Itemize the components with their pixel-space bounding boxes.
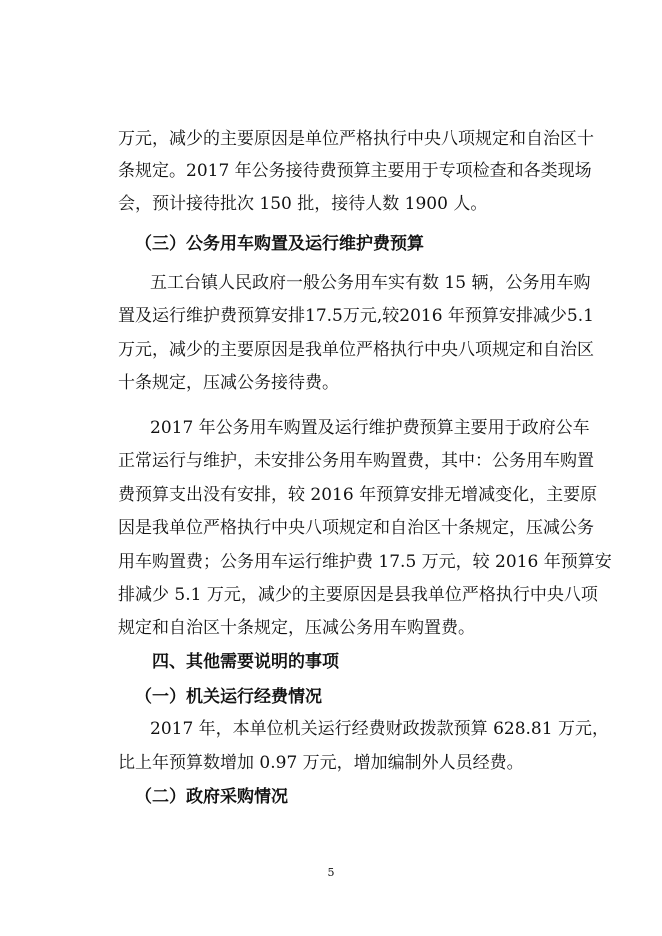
text-line: 万元，减少的主要原因是单位严格执行中央八项规定和自治区十: [118, 129, 594, 149]
subsection-heading-2: （二）政府采购情况: [135, 787, 288, 807]
subsection-heading-1: （一）机关运行经费情况: [135, 687, 322, 707]
text-line: 比上年预算数增加 0.97 万元，增加编制外人员经费。: [118, 753, 524, 773]
text-line: 2017 年，本单位机关运行经费财政拨款预算 628.81 万元，: [150, 719, 609, 739]
text-line: 会，预计接待批次 150 批，接待人数 1900 人。: [118, 194, 488, 214]
text-line: 正常运行与维护，未安排公务用车购置费，其中：公务用车购置: [118, 451, 594, 471]
text-line: 因是我单位严格执行中央八项规定和自治区十条规定，压减公务: [118, 518, 594, 538]
text-line: 2017 年公务用车购置及运行维护费预算主要用于政府公车: [150, 418, 590, 438]
text-line: 条规定。2017 年公务接待费预算主要用于专项检查和各类现场: [118, 161, 592, 181]
section-heading-4: 四、其他需要说明的事项: [152, 652, 339, 672]
text-line: 费预算支出没有安排，较 2016 年预算安排无增减变化，主要原: [118, 485, 598, 505]
text-line: 规定和自治区十条规定，压减公务用车购置费。: [118, 618, 475, 638]
section-heading-3: （三）公务用车购置及运行维护费预算: [135, 234, 424, 254]
text-line: 用车购置费；公务用车运行维护费 17.5 万元，较 2016 年预算安: [118, 552, 612, 572]
text-line: 置及运行维护费预算安排17.5万元,较2016 年预算安排减少5.1: [118, 306, 594, 326]
page-number: 5: [327, 866, 335, 879]
text-line: 排减少 5.1 万元，减少的主要原因是县我单位严格执行中央八项: [118, 585, 598, 605]
text-line: 十条规定，压减公务接待费。: [118, 373, 339, 393]
text-line: 五工台镇人民政府一般公务用车实有数 15 辆，公务用车购: [150, 273, 591, 293]
text-line: 万元，减少的主要原因是我单位严格执行中央八项规定和自治区: [118, 340, 594, 360]
